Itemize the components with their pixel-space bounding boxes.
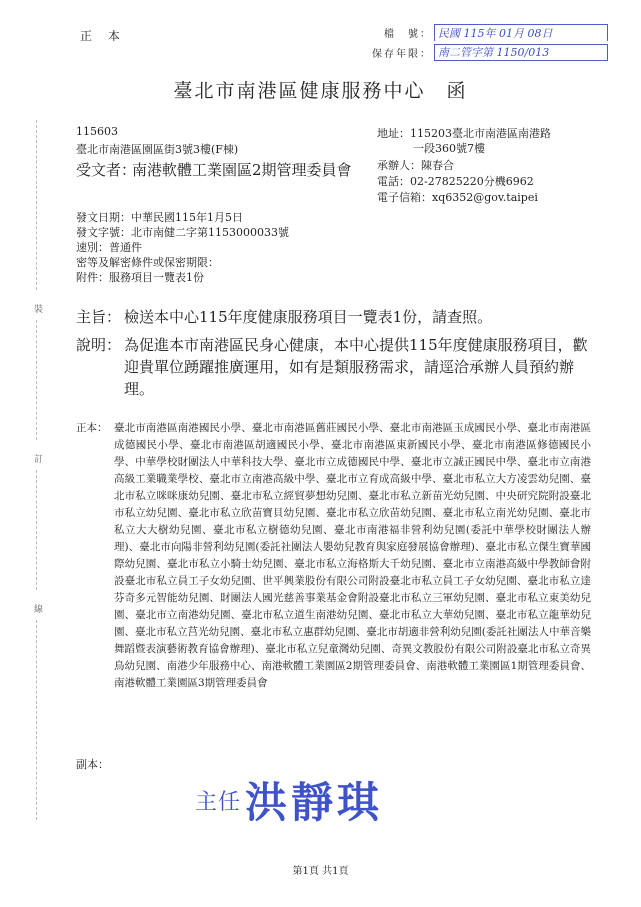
subject-text: 檢送本中心115年度健康服務項目一覽表1份，請查照。 (124, 308, 493, 326)
delivery-speed: 速別：普通件 (76, 241, 142, 254)
margin-mark-zhuang: 裝 (34, 305, 44, 315)
retention-row (368, 42, 616, 62)
cc-text: 臺北市南港區南港國民小學、臺北市南港區舊莊國民小學、臺北市南港區玉成國民小學、臺北市南港區成德國民小學、臺北市南港區胡適國民小學、臺北市南港區東新國民小學、臺北市南港區修德國民小學、中華學校財團法人中華科技大學、臺北市立成德國民中學、臺北市立誠正國民中學、臺北市立南港高級工業職業學校、臺北市立南港高級中學、臺北市立育成高級中學、臺北市私立大方凌雲幼兒園、臺北市私立咪咪康幼兒園、臺北市私立經貿夢想幼兒園、臺北市私立新苗光幼兒園、中央研究院附設臺北市私立幼兒園、臺北市私立欣苗寶貝幼兒園、臺北市私立欣苗幼兒園、臺北市私立南光幼兒園、臺北市私立大大樹幼兒園、臺北市私立樹德幼兒園、臺北市南港福非營利幼兒園(委託中華學校財團法人辦理)、臺北市向陽非營利幼兒園(委託社團法人嬰幼兒教育與家庭發展協會辦理)、臺北市私立傑生寶華國際幼兒園、臺北市私立小騎士幼兒園、臺北市私立海格斯大千幼兒園、臺北市立南港高級中學教師會附設臺北市私立員工子女幼兒園、世平興業股份有限公司附設臺北市私立員工子女幼兒園、臺北市私立達芬奇多元智能幼兒園、財團法人國光慈善事業基金會附設臺北市私立三軍幼兒園、臺北市私立東美幼兒園、臺北市立南港幼兒園、臺北市私立道生南港幼兒園、臺北市私立大華幼兒園、臺北市私立龍華幼兒園、臺北市私立莒光幼兒園、臺北市私立惠群幼兒園、臺北市胡適非營利幼兒園(委託社團法人中華音樂舞蹈暨表演藝術教育協會辦理)、臺北市私立兒童灣幼兒園、奇異文教股份有限公司附設臺北市私立奇異鳥幼兒園、南港少年服務中心、南港軟體工業園區2期管理委員會、南港軟體工業園區1期管理委員會、南港軟體工業園區3期管理委員會 (114, 422, 591, 689)
archive-value: 民國 115年 01月 08日 (434, 24, 608, 41)
page-number: 第1頁 共1頁 (292, 866, 349, 877)
explain-label: 說明： (76, 336, 122, 354)
signature-role: 主任 (195, 790, 242, 815)
margin-mark-ding: 訂 (34, 455, 44, 465)
issue-number: 發文字號：北市南健二字第1153000033號 (76, 226, 289, 239)
contact-handler: 承辦人：陳春合 (377, 159, 454, 172)
document-meta (76, 210, 289, 285)
contact-email: 電子信箱：xq6352@gov.taipei (377, 191, 538, 204)
binding-line (36, 620, 37, 820)
sender-postcode: 115603 (76, 125, 118, 138)
copy-type-mark: 正 本 (80, 29, 126, 43)
recipient-label: 受文者： (76, 161, 137, 179)
subject-label: 主旨： (76, 308, 122, 326)
cc-recipients (76, 420, 591, 692)
retention-value: 南二管字第 1150/013 (434, 44, 608, 61)
recipient (76, 161, 356, 180)
archive-label: 檔 號： (384, 28, 432, 40)
document-title: 臺北市南港區健康服務中心 函 (173, 80, 468, 102)
sender-address: 臺北市南港區園區街3號3樓(F棟) (76, 143, 239, 156)
cc-label: 正本： (76, 422, 108, 434)
receipt-stamp (368, 22, 616, 62)
explain-text: 為促進本市南港區民身心健康，本中心提供115年度健康服務項目，歡迎貴單位踴躍推廣運用，如有是類服務需求，請逕洽承辦人員預約辦理。 (124, 336, 588, 398)
secrecy-level: 密等及解密條件或保密期限： (76, 256, 219, 269)
retention-label: 保存年限： (372, 48, 432, 60)
contact-address-cont: 一段360號7樓 (413, 142, 485, 155)
recipient-value: 南港軟體工業園區2期管理委員會 (132, 161, 352, 179)
archive-row (368, 22, 616, 42)
contact-phone: 電話：02-27825220分機6962 (377, 175, 534, 188)
signature-name: 洪靜琪 (245, 778, 384, 827)
explanation (76, 334, 596, 400)
margin-mark-xian: 線 (34, 605, 44, 615)
contact-address: 地址：115203臺北市南港區南港路 (377, 127, 551, 140)
fu-label: 副本： (76, 758, 109, 771)
binding-line (36, 120, 37, 290)
issue-date: 發文日期：中華民國115年1月5日 (76, 211, 243, 224)
binding-line (36, 320, 37, 440)
subject (76, 306, 596, 328)
official-signature (195, 770, 383, 830)
binding-line (36, 470, 37, 590)
attachment: 附件：服務項目一覽表1份 (76, 271, 204, 284)
